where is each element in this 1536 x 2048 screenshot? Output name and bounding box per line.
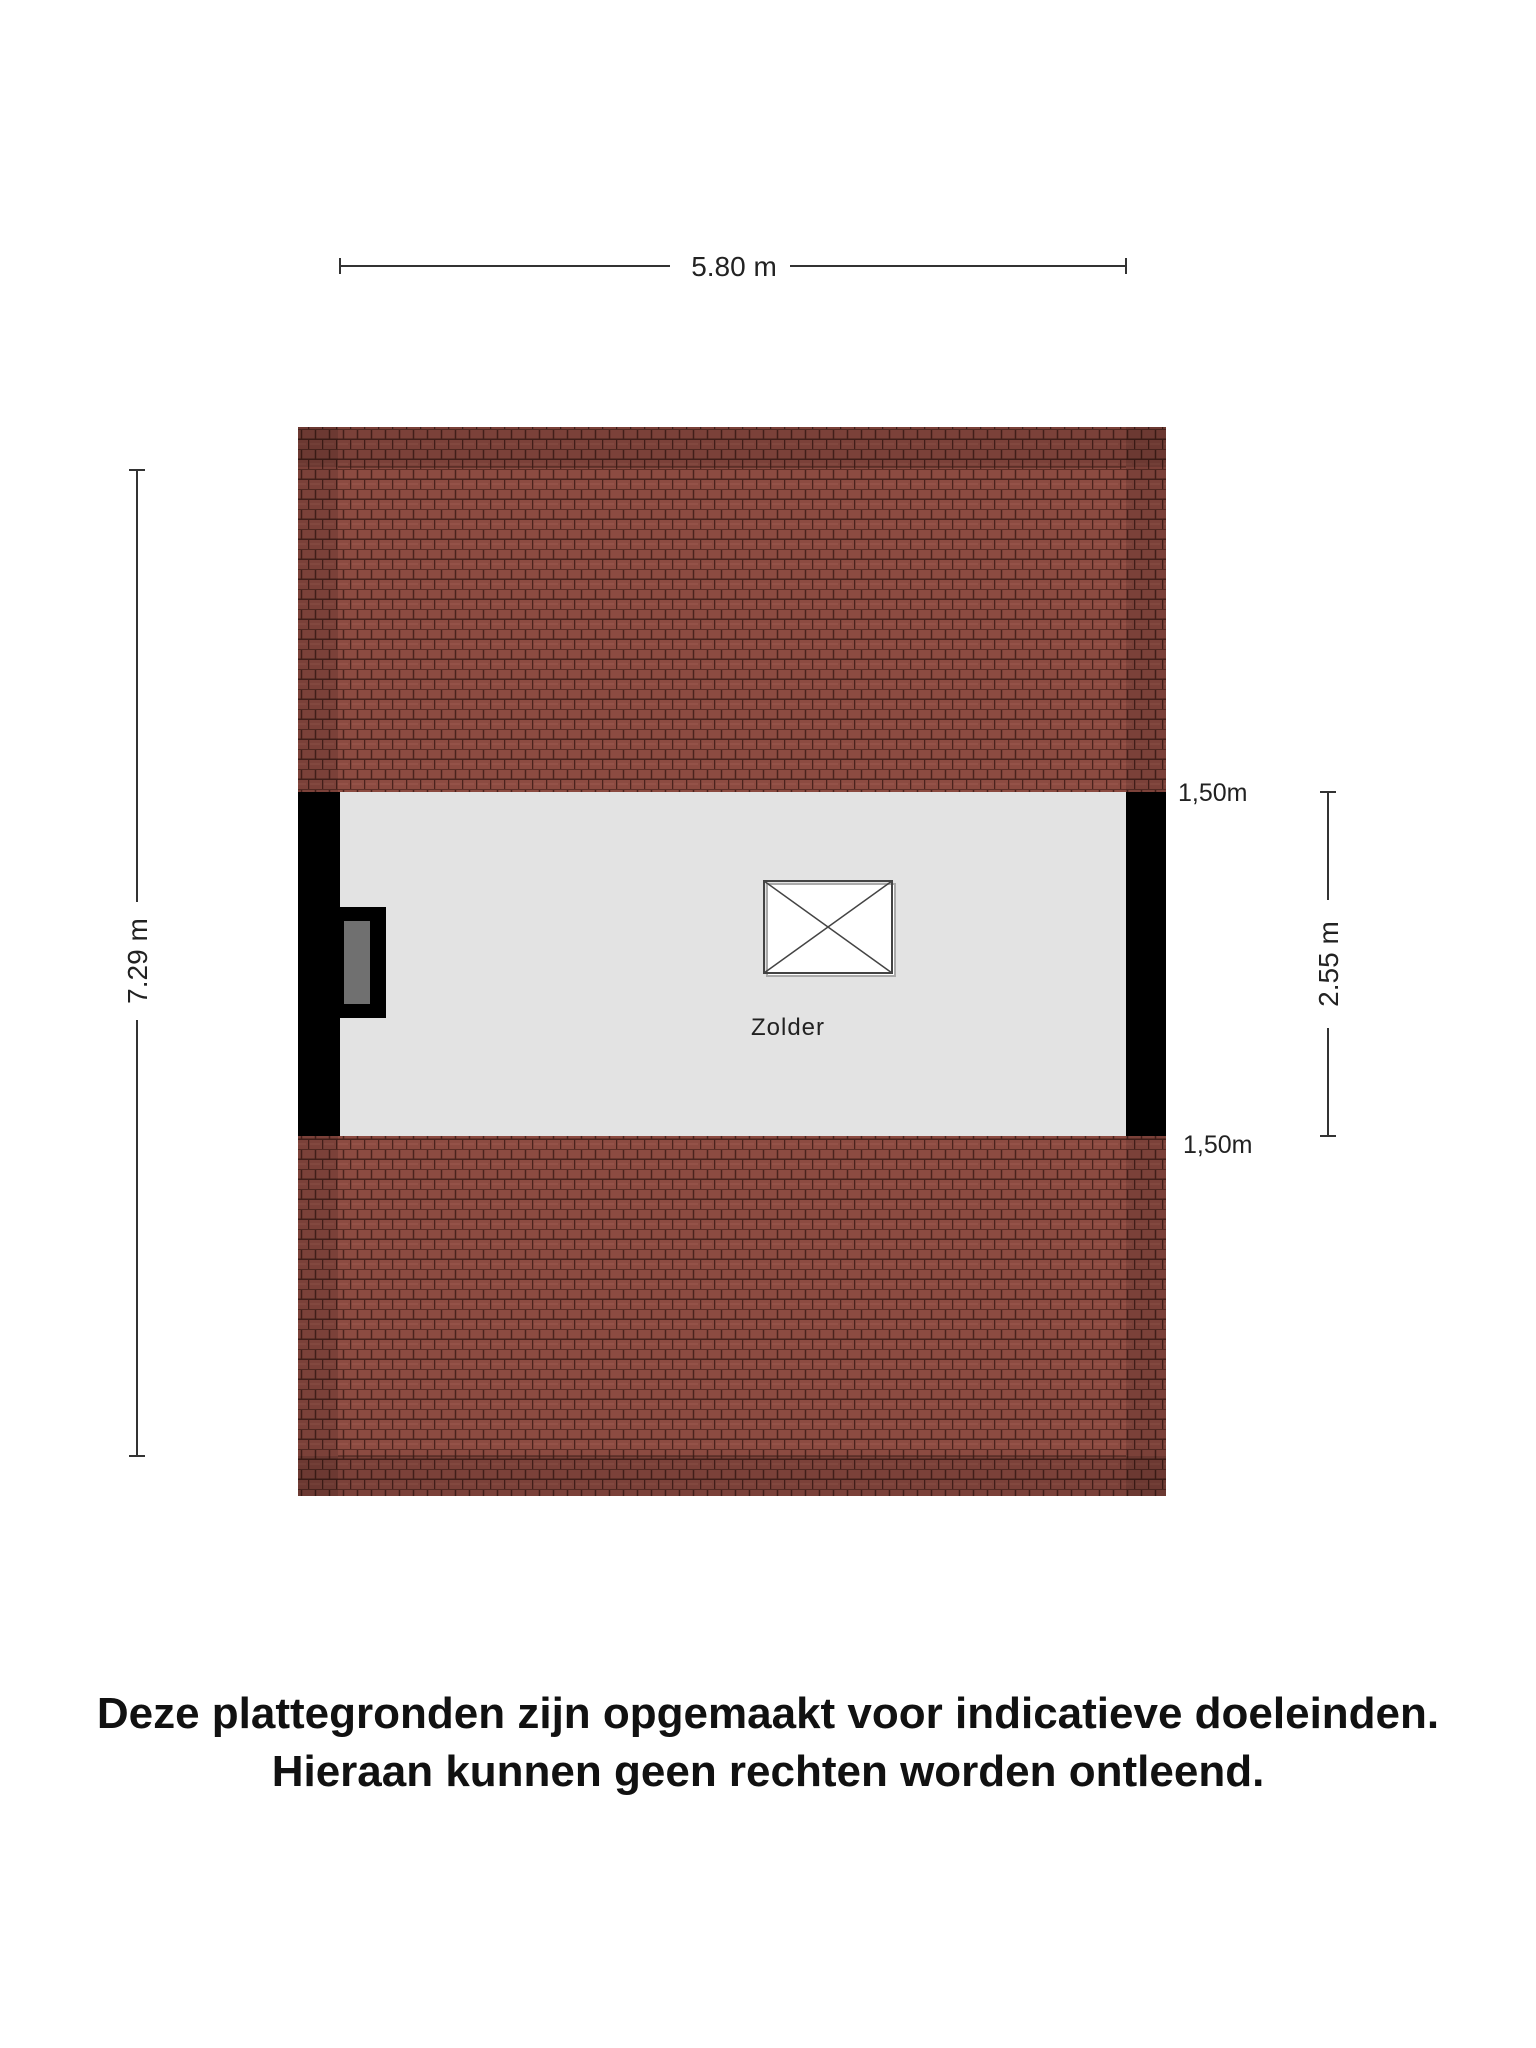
chimney-flue xyxy=(344,921,370,1004)
left-wall xyxy=(298,792,340,1136)
left-dimension-label: 7.29 m xyxy=(122,918,153,1004)
roof-bottom-tiles xyxy=(298,1134,1166,1496)
roof-top-tiles xyxy=(298,427,1166,793)
attic-floor xyxy=(340,792,1126,1136)
roof-top xyxy=(298,427,1166,793)
roof-bottom xyxy=(298,1134,1166,1496)
right-wall xyxy=(1126,792,1166,1136)
roof-bottom-right-shade xyxy=(1126,1134,1166,1496)
roof-top-eave-shade xyxy=(298,427,1166,467)
roof-top-right-shade xyxy=(1126,427,1166,793)
skylight-icon xyxy=(764,881,895,976)
right-dimension-label: 2.55 m xyxy=(1313,921,1344,1007)
chimney-icon xyxy=(338,907,386,1018)
left-dimension xyxy=(122,470,153,1456)
top-dimension xyxy=(340,251,1126,282)
disclaimer-line-1: Deze plattegronden zijn opgemaakt voor indicatieve doeleinden. xyxy=(96,1689,1440,1738)
roof-bottom-left-shade xyxy=(298,1134,338,1496)
room-label: Zolder xyxy=(750,1014,826,1041)
disclaimer-line-2: Hieraan kunnen geen rechten worden ontleend. xyxy=(271,1747,1265,1796)
roof-bottom-eave-shade xyxy=(298,1456,1166,1496)
knee-height-top-label: 1,50m xyxy=(1178,779,1248,807)
right-dimension xyxy=(1313,792,1344,1136)
roof-top-left-shade xyxy=(298,427,338,793)
top-dimension-label: 5.80 m xyxy=(691,251,777,282)
knee-height-bottom-label: 1,50m xyxy=(1183,1131,1253,1159)
